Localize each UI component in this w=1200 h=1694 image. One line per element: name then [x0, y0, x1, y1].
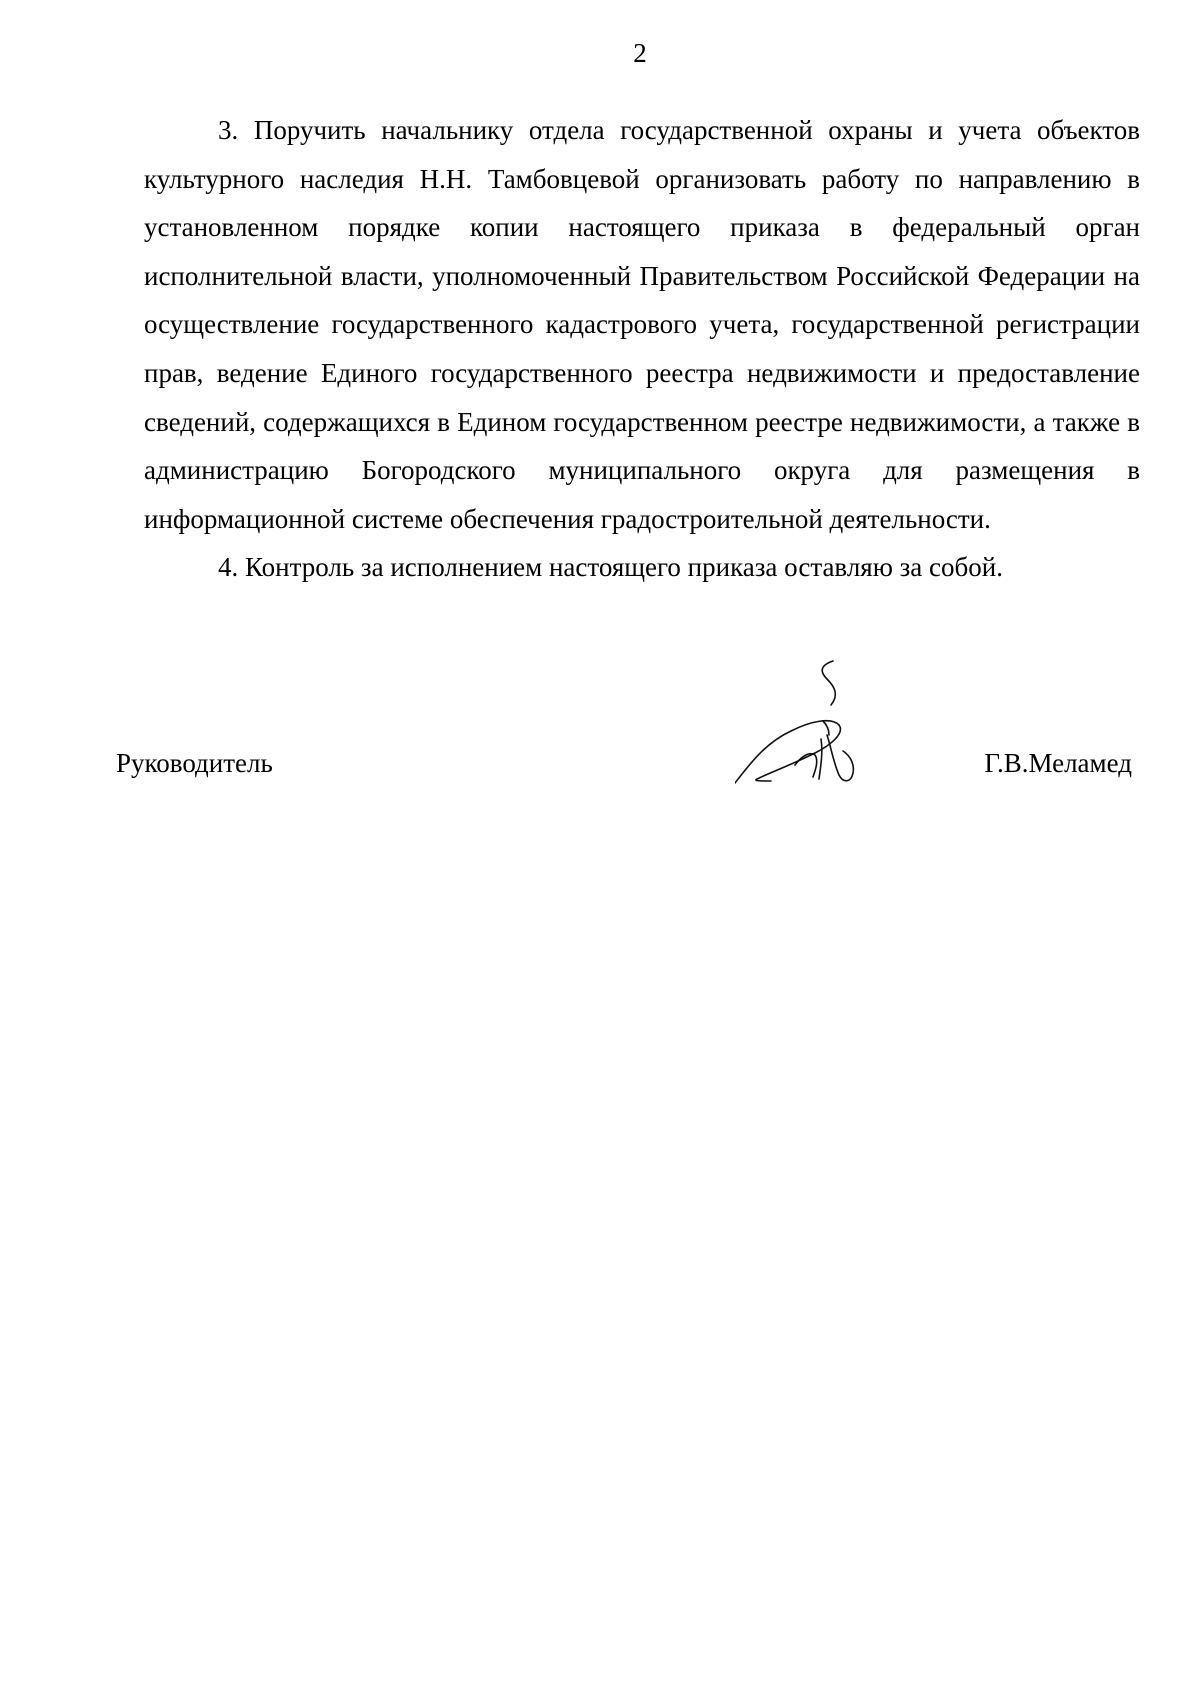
- paragraph-3: 3. Поручить начальнику отдела государственной охраны и учета объектов культурного наследия Н.Н. Тамбовцевой организовать работу по направлению в установленном порядке копии настоящего приказа в федеральный орган исполнительной власти, уполномоченный Правительством Российской Федерации на осуществление государственного кадастрового учета, государственной регистрации прав, ведение Единого государственного реестра недвижимости и предоставление сведений, содержащихся в Едином государственном реестре недвижимости, а также в администрацию Богородского муниципального округа для размещения в информационной системе обеспечения градостроительной деятельности.: [144, 115, 1140, 534]
- paragraph-4: 4. Контроль за исполнением настоящего приказа оставляю за собой.: [218, 552, 1003, 583]
- signature-block: [116, 740, 1140, 820]
- signer-position: Руководитель: [116, 748, 273, 778]
- signer-name: Г.В.Меламед: [984, 748, 1132, 778]
- page-number: 2: [633, 38, 647, 68]
- handwritten-signature: [735, 655, 870, 805]
- document-body: [144, 106, 1140, 592]
